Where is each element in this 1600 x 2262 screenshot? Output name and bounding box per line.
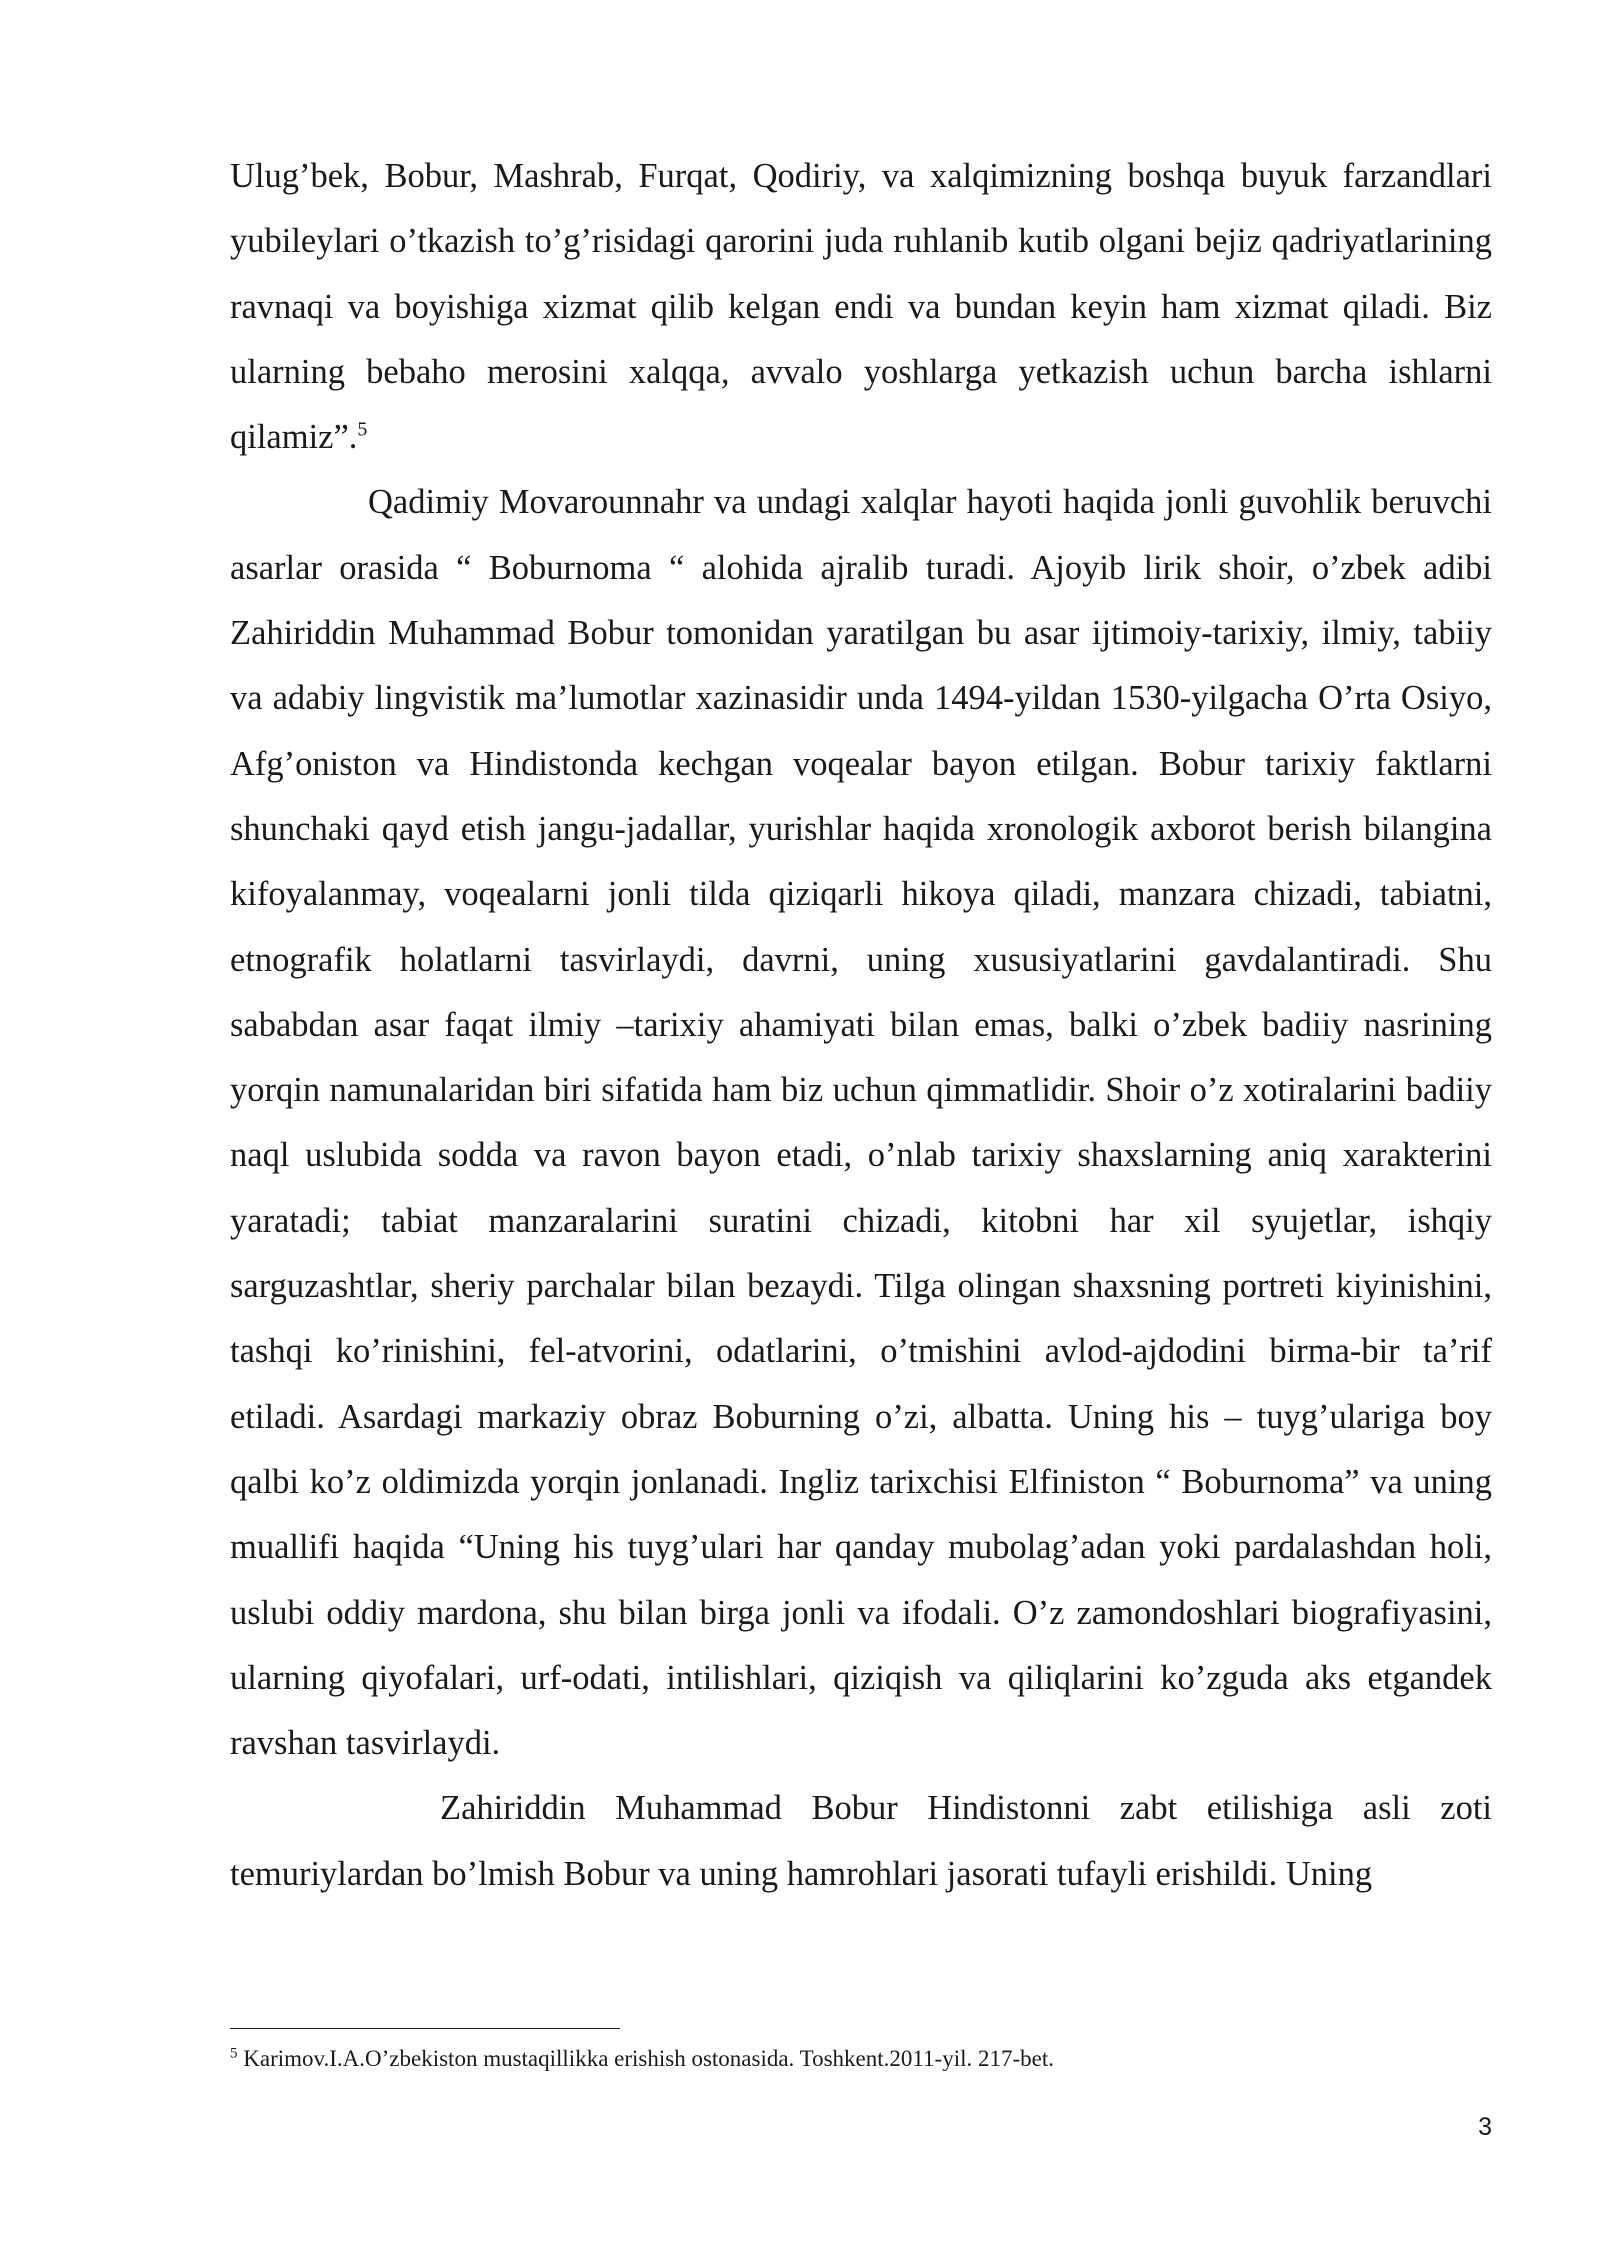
body-text	[230, 144, 1492, 1907]
footnote-reference[interactable]: 5	[357, 418, 368, 441]
footnote-number: 5	[230, 2045, 238, 2062]
paragraph-1	[230, 144, 1492, 470]
paragraph-2-text: Qadimiy Movarounnahr va undagi xalqlar hayoti haqida jonli guvohlik beruvchi asarlar orasida “ Boburnoma “ alohida ajralib turadi. Ajoyib lirik shoir, o’zbek adibi Zahiriddin Muhammad Bobur tomonidan yaratilgan bu asar ijtimoiy-tarixiy, ilmiy, tabiiy va adabiy lingvistik ma’lumotlar xazinasidir unda 1494-yildan 1530-yilgacha O’rta Osiyo, Afg’oniston va Hindistonda kechgan voqealar bayon etilgan. Bobur tarixiy faktlarni shunchaki qayd etish jangu-jadallar, yurishlar haqida xronologik axborot berish bilangina kifoyalanmay, voqealarni jonli tilda qiziqarli hikoya qiladi, manzara chizadi, tabiatni, etnografik holatlarni tasvirlaydi, davrni, uning xususiyatlarini gavdalantiradi. Shu sababdan asar faqat ilmiy –tarixiy ahamiyati bilan emas, balki o’zbek badiiy nasrining yorqin namunalaridan biri sifatida ham biz uchun qimmatlidir. Shoir o’z xotiralarini badiiy naql uslubida sodda va ravon bayon etadi, o’nlab tarixiy shaxslarning aniq xarakterini yaratadi; tabiat manzaralarini suratini chizadi, kitobni har xil syujetlar, ishqiy sarguzashtlar, sheriy parchalar bilan bezaydi. Tilga olingan shaxsning portreti kiyinishini, tashqi ko’rinishini, fel-atvorini, odatlarini, o’tmishini avlod-ajdodini birma-bir ta’rif etiladi. Asardagi markaziy obraz Boburning o’zi, albatta. Uning his – tuyg’ulariga boy qalbi ko’z oldimizda yorqin jonlanadi. Ingliz tarixchisi Elfiniston “ Boburnoma” va uning muallifi haqida “Uning his tuyg’ulari har qanday mubolag’adan yoki pardalashdan holi, uslubi oddiy mardona, shu bilan birga jonli va ifodali. O’z zamondoshlari biografiyasini, ularning qiyofalari, urf-odati, intilishlari, qiziqish va qiliqlarini ko’zguda aks etgandek ravshan tasvirlaydi.	[230, 483, 1492, 1763]
page-number: 3	[1478, 2113, 1492, 2141]
paragraph-3-text: Zahiriddin Muhammad Bobur Hindistonni zabt etilishiga asli zoti temuriylardan bo’lmish Bobur va uning hamrohlari jasorati tufayli erishildi. Uning	[230, 1789, 1492, 1893]
footnote-separator	[230, 2028, 620, 2029]
footnote	[230, 2042, 1492, 2076]
paragraph-1-text: Ulug’bek, Bobur, Mashrab, Furqat, Qodiriy, va xalqimizning boshqa buyuk farzandlari yubileylari o’tkazish to’g’risidagi qarorini juda ruhlanib kutib olgani bejiz qadriyatlarining ravnaqi va boyishiga xizmat qilib kelgan endi va bundan keyin ham xizmat qiladi. Biz ularning bebaho merosini xalqqa, avvalo yoshlarga yetkazish uchun barcha ishlarni qilamiz”.	[230, 157, 1492, 457]
paragraph-3	[230, 1776, 1492, 1907]
paragraph-2	[230, 470, 1492, 1776]
footnote-text: Karimov.I.A.O’zbekiston mustaqillikka erishish ostonasida. Toshkent.2011-yil. 217-bet.	[243, 2046, 1054, 2071]
